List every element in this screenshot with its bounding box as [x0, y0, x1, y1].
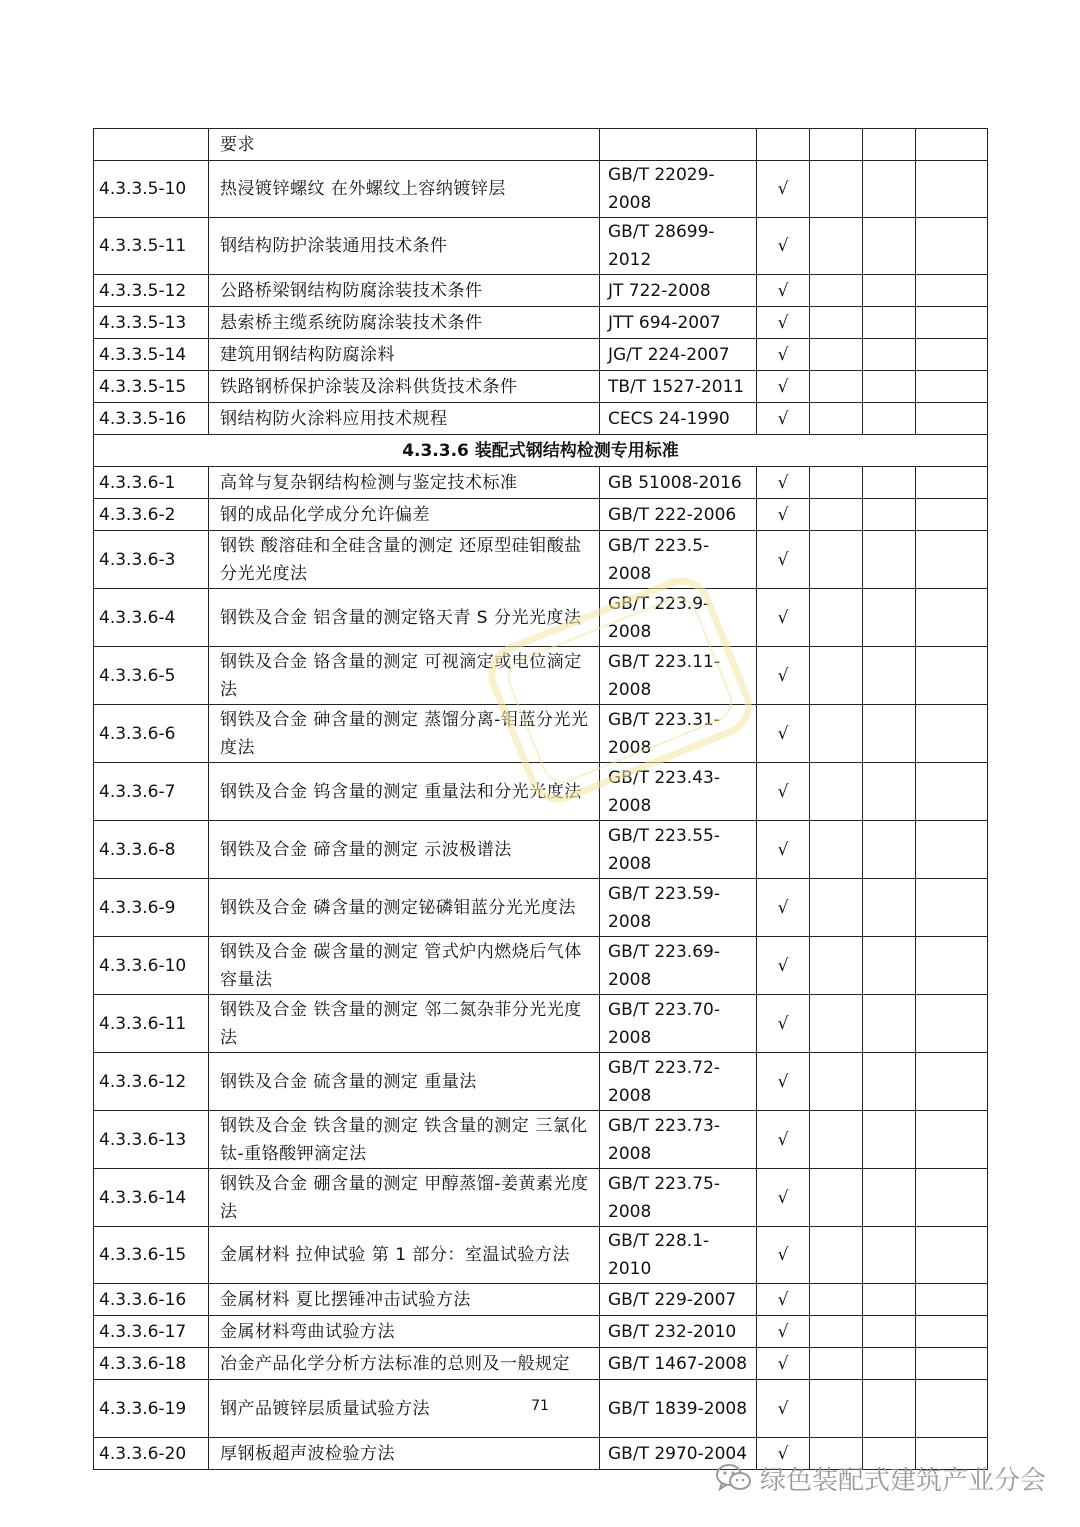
- standard-number-cell: TB/T 1527-2011: [600, 371, 757, 403]
- empty-cell: [810, 1227, 863, 1284]
- empty-cell: [863, 821, 916, 879]
- check-mark-cell: [757, 129, 810, 161]
- empty-cell: [810, 218, 863, 275]
- empty-cell: [863, 995, 916, 1053]
- table-row: [94, 879, 988, 937]
- standard-name-cell: 金属材料弯曲试验方法: [209, 1316, 600, 1348]
- table-row: [94, 1053, 988, 1111]
- standards-table: [93, 128, 988, 1470]
- empty-cell: [863, 589, 916, 647]
- wechat-icon: [714, 1462, 752, 1494]
- table-row: [94, 1227, 988, 1284]
- check-mark-cell: √: [757, 499, 810, 531]
- empty-cell: [810, 647, 863, 705]
- empty-cell: [810, 1348, 863, 1380]
- check-mark-cell: √: [757, 821, 810, 879]
- standard-code-cell: 4.3.3.6-8: [94, 821, 209, 879]
- table-row: [94, 1169, 988, 1227]
- table-row: [94, 531, 988, 589]
- standard-name-cell: 钢结构防火涂料应用技术规程: [209, 403, 600, 435]
- page-number: 71: [531, 1398, 549, 1414]
- empty-cell: [916, 821, 988, 879]
- standard-number-cell: GB/T 229-2007: [600, 1284, 757, 1316]
- empty-cell: [863, 339, 916, 371]
- check-mark-cell: √: [757, 1348, 810, 1380]
- check-mark-cell: √: [757, 161, 810, 218]
- empty-cell: [863, 1227, 916, 1284]
- table-row: [94, 218, 988, 275]
- check-mark-cell: √: [757, 589, 810, 647]
- table-row: [94, 821, 988, 879]
- standard-number-cell: GB 51008-2016: [600, 467, 757, 499]
- empty-cell: [916, 339, 988, 371]
- empty-cell: [810, 531, 863, 589]
- empty-cell: [863, 1316, 916, 1348]
- table-row: [94, 467, 988, 499]
- empty-cell: [810, 1053, 863, 1111]
- check-mark-cell: √: [757, 403, 810, 435]
- check-mark-cell: √: [757, 218, 810, 275]
- standard-number-cell: GB/T 228.1-2010: [600, 1227, 757, 1284]
- table-row: [94, 307, 988, 339]
- empty-cell: [916, 275, 988, 307]
- check-mark-cell: √: [757, 1438, 810, 1470]
- empty-cell: [810, 1111, 863, 1169]
- standard-number-cell: GB/T 223.31-2008: [600, 705, 757, 763]
- check-mark-cell: √: [757, 275, 810, 307]
- empty-cell: [916, 161, 988, 218]
- check-mark-cell: √: [757, 1111, 810, 1169]
- standard-name-cell: 钢铁及合金 碲含量的测定 示波极谱法: [209, 821, 600, 879]
- standard-name-cell: 钢的成品化学成分允许偏差: [209, 499, 600, 531]
- standard-code-cell: 4.3.3.6-2: [94, 499, 209, 531]
- empty-cell: [863, 705, 916, 763]
- empty-cell: [810, 371, 863, 403]
- empty-cell: [810, 1284, 863, 1316]
- empty-cell: [810, 403, 863, 435]
- empty-cell: [863, 161, 916, 218]
- table-row: [94, 339, 988, 371]
- check-mark-cell: √: [757, 705, 810, 763]
- standard-number-cell: GB/T 223.73-2008: [600, 1111, 757, 1169]
- standard-number-cell: GB/T 223.5-2008: [600, 531, 757, 589]
- standard-code-cell: 4.3.3.6-9: [94, 879, 209, 937]
- standard-number-cell: GB/T 223.59-2008: [600, 879, 757, 937]
- empty-cell: [916, 1316, 988, 1348]
- check-mark-cell: √: [757, 1227, 810, 1284]
- check-mark-cell: √: [757, 647, 810, 705]
- standard-code-cell: 4.3.3.6-15: [94, 1227, 209, 1284]
- standard-code-cell: 4.3.3.5-16: [94, 403, 209, 435]
- standard-code-cell: 4.3.3.6-6: [94, 705, 209, 763]
- standard-number-cell: GB/T 223.75-2008: [600, 1169, 757, 1227]
- standard-code-cell: 4.3.3.6-20: [94, 1438, 209, 1470]
- check-mark-cell: √: [757, 937, 810, 995]
- check-mark-cell: √: [757, 339, 810, 371]
- empty-cell: [863, 1284, 916, 1316]
- empty-cell: [810, 995, 863, 1053]
- standard-name-cell: 钢铁及合金 硫含量的测定 重量法: [209, 1053, 600, 1111]
- table-row: [94, 275, 988, 307]
- table-row: [94, 1316, 988, 1348]
- standard-code-cell: 4.3.3.6-11: [94, 995, 209, 1053]
- standard-number-cell: GB/T 28699-2012: [600, 218, 757, 275]
- standard-number-cell: GB/T 232-2010: [600, 1316, 757, 1348]
- empty-cell: [916, 937, 988, 995]
- standard-number-cell: GB/T 223.43-2008: [600, 763, 757, 821]
- empty-cell: [863, 1111, 916, 1169]
- watermark: [714, 1458, 1046, 1498]
- table-row: [94, 647, 988, 705]
- standard-code-cell: 4.3.3.6-3: [94, 531, 209, 589]
- empty-cell: [810, 129, 863, 161]
- standard-code-cell: 4.3.3.6-7: [94, 763, 209, 821]
- standard-code-cell: 4.3.3.6-14: [94, 1169, 209, 1227]
- empty-cell: [810, 307, 863, 339]
- empty-cell: [863, 499, 916, 531]
- standards-table-body: [94, 129, 988, 1470]
- table-row: [94, 763, 988, 821]
- check-mark-cell: √: [757, 307, 810, 339]
- standard-name-cell: 建筑用钢结构防腐涂料: [209, 339, 600, 371]
- section-header-row: [94, 435, 988, 467]
- check-mark-cell: √: [757, 1169, 810, 1227]
- empty-cell: [863, 879, 916, 937]
- empty-cell: [916, 1284, 988, 1316]
- empty-cell: [863, 531, 916, 589]
- empty-cell: [916, 1348, 988, 1380]
- check-mark-cell: √: [757, 995, 810, 1053]
- standard-code-cell: 4.3.3.5-12: [94, 275, 209, 307]
- standard-code-cell: 4.3.3.6-17: [94, 1316, 209, 1348]
- standard-name-cell: 钢铁及合金 铝含量的测定铬天青 S 分光光度法: [209, 589, 600, 647]
- table-row: [94, 1348, 988, 1380]
- standard-number-cell: GB/T 1839-2008: [600, 1380, 757, 1438]
- empty-cell: [916, 403, 988, 435]
- empty-cell: [916, 705, 988, 763]
- table-row: [94, 1111, 988, 1169]
- empty-cell: [916, 531, 988, 589]
- empty-cell: [916, 1169, 988, 1227]
- check-mark-cell: √: [757, 1380, 810, 1438]
- check-mark-cell: √: [757, 1316, 810, 1348]
- empty-cell: [810, 821, 863, 879]
- empty-cell: [810, 275, 863, 307]
- empty-cell: [810, 1169, 863, 1227]
- table-row: [94, 403, 988, 435]
- watermark-text: 绿色装配式建筑产业分会: [759, 1465, 1046, 1496]
- standard-code-cell: [94, 129, 209, 161]
- empty-cell: [863, 1348, 916, 1380]
- standard-code-cell: 4.3.3.5-11: [94, 218, 209, 275]
- standard-name-cell: 金属材料 夏比摆锤冲击试验方法: [209, 1284, 600, 1316]
- empty-cell: [916, 467, 988, 499]
- standard-name-cell: 冶金产品化学分析方法标准的总则及一般规定: [209, 1348, 600, 1380]
- empty-cell: [810, 879, 863, 937]
- standard-code-cell: 4.3.3.6-4: [94, 589, 209, 647]
- standard-code-cell: 4.3.3.6-5: [94, 647, 209, 705]
- empty-cell: [810, 499, 863, 531]
- table-row: [94, 937, 988, 995]
- empty-cell: [810, 589, 863, 647]
- standard-number-cell: GB/T 2970-2004: [600, 1438, 757, 1470]
- standard-name-cell: 钢铁及合金 碳含量的测定 管式炉内燃烧后气体容量法: [209, 937, 600, 995]
- standard-name-cell: 高耸与复杂钢结构检测与鉴定技术标准: [209, 467, 600, 499]
- standard-number-cell: JG/T 224-2007: [600, 339, 757, 371]
- standard-name-cell: 钢铁及合金 砷含量的测定 蒸馏分离-钼蓝分光光度法: [209, 705, 600, 763]
- empty-cell: [863, 371, 916, 403]
- standard-number-cell: GB/T 222-2006: [600, 499, 757, 531]
- empty-cell: [916, 1227, 988, 1284]
- standard-code-cell: 4.3.3.5-15: [94, 371, 209, 403]
- standard-name-cell: 要求: [209, 129, 600, 161]
- empty-cell: [916, 1111, 988, 1169]
- empty-cell: [863, 1053, 916, 1111]
- standard-number-cell: [600, 129, 757, 161]
- check-mark-cell: √: [757, 371, 810, 403]
- empty-cell: [810, 339, 863, 371]
- standard-code-cell: 4.3.3.5-10: [94, 161, 209, 218]
- table-row: [94, 161, 988, 218]
- standard-number-cell: JTT 694-2007: [600, 307, 757, 339]
- empty-cell: [916, 589, 988, 647]
- table-row: [94, 995, 988, 1053]
- standard-name-cell: 钢铁及合金 硼含量的测定 甲醇蒸馏-姜黄素光度法: [209, 1169, 600, 1227]
- standard-number-cell: CECS 24-1990: [600, 403, 757, 435]
- standard-code-cell: 4.3.3.5-13: [94, 307, 209, 339]
- check-mark-cell: √: [757, 1053, 810, 1111]
- standard-name-cell: 钢铁 酸溶硅和全硅含量的测定 还原型硅钼酸盐分光光度法: [209, 531, 600, 589]
- empty-cell: [810, 1316, 863, 1348]
- empty-cell: [916, 879, 988, 937]
- empty-cell: [916, 647, 988, 705]
- empty-cell: [810, 705, 863, 763]
- check-mark-cell: √: [757, 1284, 810, 1316]
- standard-name-cell: 铁路钢桥保护涂装及涂料供货技术条件: [209, 371, 600, 403]
- table-row: [94, 499, 988, 531]
- empty-cell: [916, 218, 988, 275]
- standard-name-cell: 金属材料 拉伸试验 第 1 部分：室温试验方法: [209, 1227, 600, 1284]
- standard-name-cell: 钢铁及合金 磷含量的测定铋磷钼蓝分光光度法: [209, 879, 600, 937]
- standard-name-cell: 钢产品镀锌层质量试验方法: [209, 1380, 600, 1438]
- empty-cell: [863, 937, 916, 995]
- table-row: [94, 1284, 988, 1316]
- section-title: 4.3.3.6 装配式钢结构检测专用标准: [94, 435, 988, 467]
- standard-name-cell: 悬索桥主缆系统防腐涂装技术条件: [209, 307, 600, 339]
- standard-name-cell: 公路桥梁钢结构防腐涂装技术条件: [209, 275, 600, 307]
- check-mark-cell: √: [757, 467, 810, 499]
- empty-cell: [916, 129, 988, 161]
- empty-cell: [916, 371, 988, 403]
- check-mark-cell: √: [757, 879, 810, 937]
- table-row: [94, 589, 988, 647]
- empty-cell: [863, 403, 916, 435]
- empty-cell: [863, 218, 916, 275]
- empty-cell: [916, 1053, 988, 1111]
- empty-cell: [863, 763, 916, 821]
- standard-code-cell: 4.3.3.6-13: [94, 1111, 209, 1169]
- table-row: [94, 129, 988, 161]
- empty-cell: [863, 307, 916, 339]
- standard-number-cell: GB/T 223.72-2008: [600, 1053, 757, 1111]
- table-row: [94, 371, 988, 403]
- empty-cell: [863, 129, 916, 161]
- standard-name-cell: 钢铁及合金 铬含量的测定 可视滴定或电位滴定法: [209, 647, 600, 705]
- empty-cell: [916, 995, 988, 1053]
- standard-name-cell: 钢铁及合金 钨含量的测定 重量法和分光光度法: [209, 763, 600, 821]
- table-row: [94, 705, 988, 763]
- empty-cell: [916, 499, 988, 531]
- empty-cell: [863, 1169, 916, 1227]
- standard-number-cell: JT 722-2008: [600, 275, 757, 307]
- standard-number-cell: GB/T 223.70-2008: [600, 995, 757, 1053]
- standard-number-cell: GB/T 1467-2008: [600, 1348, 757, 1380]
- check-mark-cell: √: [757, 531, 810, 589]
- standard-code-cell: 4.3.3.6-16: [94, 1284, 209, 1316]
- standard-number-cell: GB/T 223.69-2008: [600, 937, 757, 995]
- empty-cell: [863, 467, 916, 499]
- empty-cell: [916, 763, 988, 821]
- standard-name-cell: 厚钢板超声波检验方法: [209, 1438, 600, 1470]
- standard-name-cell: 钢铁及合金 铁含量的测定 铁含量的测定 三氯化钛-重铬酸钾滴定法: [209, 1111, 600, 1169]
- standard-name-cell: 钢铁及合金 铁含量的测定 邻二氮杂菲分光光度法: [209, 995, 600, 1053]
- empty-cell: [916, 307, 988, 339]
- standard-number-cell: GB/T 223.11-2008: [600, 647, 757, 705]
- empty-cell: [863, 275, 916, 307]
- standard-code-cell: 4.3.3.5-14: [94, 339, 209, 371]
- empty-cell: [810, 763, 863, 821]
- empty-cell: [810, 937, 863, 995]
- empty-cell: [810, 161, 863, 218]
- standard-code-cell: 4.3.3.6-1: [94, 467, 209, 499]
- empty-cell: [810, 467, 863, 499]
- empty-cell: [863, 647, 916, 705]
- standard-code-cell: 4.3.3.6-19: [94, 1380, 209, 1438]
- standard-name-cell: 钢结构防护涂装通用技术条件: [209, 218, 600, 275]
- standard-number-cell: GB/T 223.55-2008: [600, 821, 757, 879]
- standard-code-cell: 4.3.3.6-12: [94, 1053, 209, 1111]
- standard-name-cell: 热浸镀锌螺纹 在外螺纹上容纳镀锌层: [209, 161, 600, 218]
- standard-code-cell: 4.3.3.6-10: [94, 937, 209, 995]
- standard-number-cell: GB/T 223.9-2008: [600, 589, 757, 647]
- standard-code-cell: 4.3.3.6-18: [94, 1348, 209, 1380]
- check-mark-cell: √: [757, 763, 810, 821]
- standard-number-cell: GB/T 22029-2008: [600, 161, 757, 218]
